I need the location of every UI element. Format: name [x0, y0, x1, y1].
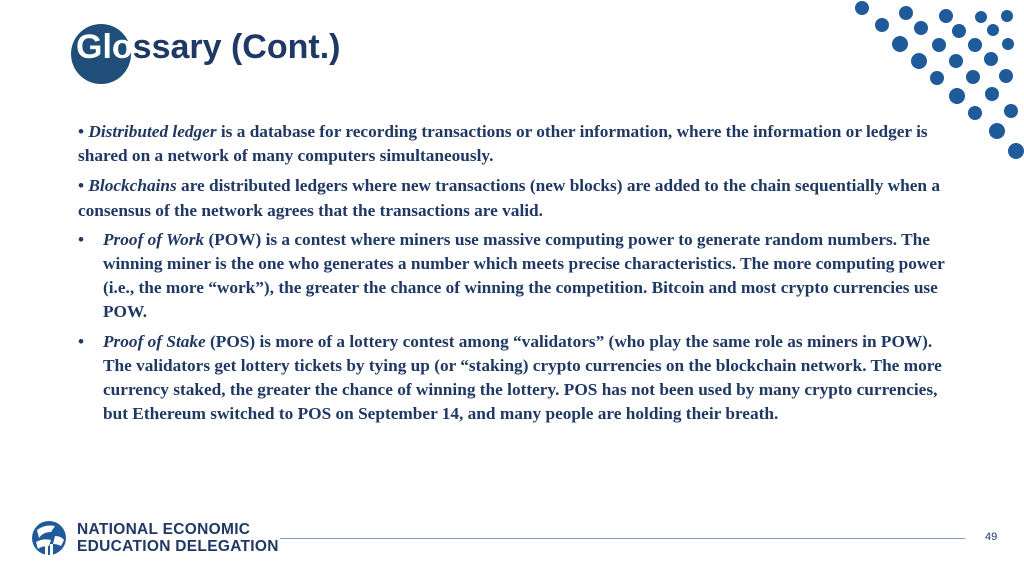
page-title — [76, 28, 341, 67]
glossary-definition: is a database for recording transactions or other information, where the information or ledger is shared on a network of many computers simultaneously. — [78, 122, 928, 166]
glossary-item-proof-of-work — [78, 228, 948, 325]
globe-icon — [31, 518, 67, 558]
bullet: • — [78, 122, 85, 141]
page-number: 49 — [985, 531, 998, 543]
glossary-item-blockchains — [78, 174, 948, 222]
glossary-body — [78, 120, 948, 431]
glossary-definition: are distributed ledgers where new transactions (new blocks) are added to the chain sequentially when a consensus of the network agrees that the transactions are valid. — [78, 176, 940, 220]
bullet: • — [78, 331, 85, 351]
footer-divider — [280, 538, 965, 539]
glossary-definition: (POW) is a contest where miners use massive computing power to generate random numbers. The winning miner is the one who generates a number which meets precise characteristics. The more computing power (i.e., the more “work”), the greater the chance of winning the competition. Bitcoin and most crypto currencies use POW. — [103, 229, 945, 322]
logo — [31, 518, 279, 558]
glossary-definition: (POS) is more of a lottery contest among “validators” (who play the same role as miners in POW). The validators get lottery tickets by tying up (or “staking) crypto currencies on the blockchain network. The more currency staked, the greater the chance of winning the lottery. POS has not been used by many crypto currencies, but Ethereum switched to POS on September 14, and many people are holding their breath. — [103, 331, 942, 424]
title-highlight: Glo — [76, 28, 133, 66]
glossary-term: Proof of Work — [103, 229, 205, 249]
logo-line-1: NATIONAL ECONOMIC — [77, 521, 251, 538]
bullet: • — [78, 176, 85, 196]
glossary-term: Proof of Stake — [103, 331, 206, 351]
glossary-term: Distributed ledger — [88, 122, 217, 141]
glossary-item-proof-of-stake — [78, 330, 948, 427]
title-rest: ssary (Cont.) — [132, 28, 341, 66]
glossary-term: Blockchains — [88, 176, 177, 196]
glossary-item-distributed-ledger — [78, 120, 948, 168]
bullet: • — [78, 229, 85, 249]
logo-line-2: EDUCATION DELEGATION — [77, 538, 279, 555]
